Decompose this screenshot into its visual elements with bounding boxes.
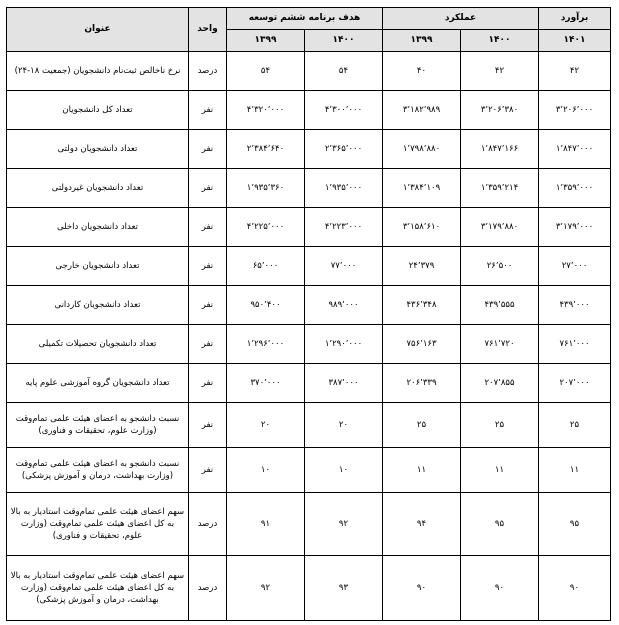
cell-performance-1399: ۹۴ [383,493,461,556]
cell-title: تعداد کل دانشجویان [6,91,188,130]
cell-unit: نفر [188,130,226,169]
cell-goal-1400: ۳۸۷٬۰۰۰ [305,364,383,403]
table-row [6,556,610,621]
table-row [6,448,610,493]
cell-unit: نفر [188,208,226,247]
cell-goal-1399: ۲٬۳۸۴٬۶۴۰ [226,130,304,169]
cell-estimate-1401: ۴۳۹٬۰۰۰ [539,286,611,325]
cell-performance-1400: ۴۲ [461,52,539,91]
table-row [6,403,610,448]
cell-unit: نفر [188,247,226,286]
cell-unit: نفر [188,403,226,448]
cell-goal-1399: ۴٬۲۲۵٬۰۰۰ [226,208,304,247]
cell-title: تعداد دانشجویان گروه آموزشی علوم پایه [6,364,188,403]
table-row [6,325,610,364]
table-row [6,169,610,208]
cell-performance-1399: ۹۰ [383,556,461,621]
cell-performance-1400: ۱٬۸۴۷٬۱۶۶ [461,130,539,169]
table-row [6,52,610,91]
table-row [6,208,610,247]
cell-estimate-1401: ۲۰۷٬۰۰۰ [539,364,611,403]
cell-estimate-1401: ۲۵ [539,403,611,448]
cell-performance-1399: ۴۰ [383,52,461,91]
header-title: عنوان [6,8,188,52]
cell-goal-1399: ۵۴ [226,52,304,91]
cell-performance-1399: ۲۴٬۳۷۹ [383,247,461,286]
cell-title: سهم اعضای هیئت علمی تمام‌وقت استادیار به بالا به کل اعضای هیئت علمی تمام‌وقت (وزارت بهداشت، درمان و آموزش پزشکی) [6,556,188,621]
header-group-sixth-plan-goal: هدف برنامه ششم توسعه [226,8,382,30]
cell-goal-1399: ۹۵۰٬۴۰۰ [226,286,304,325]
cell-goal-1399: ۹۲ [226,556,304,621]
header-group-performance: عملکرد [383,8,539,30]
cell-title: نسبت دانشجو به اعضای هیئت علمی تمام‌وقت (وزارت علوم، تحقیقات و فناوری) [6,403,188,448]
cell-unit: درصد [188,556,226,621]
cell-title: نسبت دانشجو به اعضای هیئت علمی تمام‌وقت (وزارت بهداشت، درمان و آموزش پزشکی) [6,448,188,493]
cell-unit: نفر [188,91,226,130]
cell-goal-1399: ۱۰ [226,448,304,493]
header-year-performance-1399: ۱۳۹۹ [383,30,461,52]
cell-unit: نفر [188,448,226,493]
cell-unit: درصد [188,52,226,91]
table-row [6,247,610,286]
cell-estimate-1401: ۱٬۳۵۹٬۰۰۰ [539,169,611,208]
cell-unit: نفر [188,364,226,403]
cell-unit: نفر [188,325,226,364]
table-row [6,91,610,130]
header-group-estimate: برآورد [539,8,611,30]
cell-goal-1400: ۱۰ [305,448,383,493]
cell-performance-1399: ۲۰۶٬۳۳۹ [383,364,461,403]
cell-performance-1400: ۱٬۳۵۹٬۲۱۴ [461,169,539,208]
cell-unit: درصد [188,493,226,556]
cell-title: تعداد دانشجویان غیردولتی [6,169,188,208]
header-unit: واحد [188,8,226,52]
cell-performance-1400: ۲۶٬۵۰۰ [461,247,539,286]
cell-goal-1400: ۹۳ [305,556,383,621]
cell-goal-1399: ۹۱ [226,493,304,556]
cell-title: تعداد دانشجویان خارجی [6,247,188,286]
table-row [6,493,610,556]
cell-goal-1400: ۷۷٬۰۰۰ [305,247,383,286]
cell-estimate-1401: ۲۷٬۰۰۰ [539,247,611,286]
cell-performance-1400: ۲۰۷٬۸۵۵ [461,364,539,403]
cell-estimate-1401: ۳٬۲۰۶٬۰۰۰ [539,91,611,130]
cell-unit: نفر [188,169,226,208]
cell-title: تعداد دانشجویان داخلی [6,208,188,247]
cell-estimate-1401: ۳٬۱۷۹٬۰۰۰ [539,208,611,247]
cell-goal-1399: ۱٬۲۹۶٬۰۰۰ [226,325,304,364]
cell-goal-1399: ۴٬۳۲۰٬۰۰۰ [226,91,304,130]
table-row [6,286,610,325]
cell-goal-1400: ۹۸۹٬۰۰۰ [305,286,383,325]
cell-performance-1400: ۹۰ [461,556,539,621]
cell-title: تعداد دانشجویان دولتی [6,130,188,169]
cell-performance-1400: ۴۳۹٬۵۵۵ [461,286,539,325]
table-row [6,364,610,403]
cell-performance-1399: ۱۱ [383,448,461,493]
cell-performance-1400: ۹۵ [461,493,539,556]
cell-estimate-1401: ۱۱ [539,448,611,493]
cell-goal-1400: ۱٬۹۳۵٬۰۰۰ [305,169,383,208]
cell-performance-1400: ۳٬۲۰۶٬۳۸۰ [461,91,539,130]
cell-title: تعداد دانشجویان تحصیلات تکمیلی [6,325,188,364]
cell-performance-1399: ۷۵۶٬۱۶۳ [383,325,461,364]
cell-estimate-1401: ۱٬۸۴۷٬۰۰۰ [539,130,611,169]
cell-performance-1399: ۳٬۱۸۲٬۹۸۹ [383,91,461,130]
cell-estimate-1401: ۹۵ [539,493,611,556]
higher-education-indicators-table [6,7,611,621]
cell-goal-1400: ۴٬۳۰۰٬۰۰۰ [305,91,383,130]
cell-performance-1399: ۱٬۳۸۴٬۱۰۹ [383,169,461,208]
header-year-performance-1400: ۱۴۰۰ [461,30,539,52]
cell-goal-1400: ۱٬۲۹۰٬۰۰۰ [305,325,383,364]
cell-performance-1399: ۱٬۷۹۸٬۸۸۰ [383,130,461,169]
cell-goal-1400: ۵۴ [305,52,383,91]
header-group-row [6,8,610,30]
cell-title: سهم اعضای هیئت علمی تمام‌وقت استادیار به بالا به کل اعضای هیئت علمی تمام‌وقت (وزارت علوم، تحقیقات و فناوری) [6,493,188,556]
cell-goal-1399: ۲۰ [226,403,304,448]
cell-estimate-1401: ۷۶۱٬۰۰۰ [539,325,611,364]
table-body [6,52,610,621]
cell-estimate-1401: ۹۰ [539,556,611,621]
cell-performance-1400: ۲۵ [461,403,539,448]
header-year-goal-1400: ۱۴۰۰ [305,30,383,52]
table-header [6,8,610,52]
cell-goal-1400: ۲۰ [305,403,383,448]
cell-performance-1400: ۳٬۱۷۹٬۸۸۰ [461,208,539,247]
cell-performance-1399: ۲۵ [383,403,461,448]
cell-goal-1400: ۹۲ [305,493,383,556]
cell-estimate-1401: ۴۲ [539,52,611,91]
header-year-goal-1399: ۱۳۹۹ [226,30,304,52]
table-row [6,130,610,169]
cell-performance-1400: ۷۶۱٬۷۲۰ [461,325,539,364]
cell-goal-1400: ۴٬۲۲۳٬۰۰۰ [305,208,383,247]
cell-unit: نفر [188,286,226,325]
cell-title: تعداد دانشجویان کاردانی [6,286,188,325]
cell-goal-1399: ۱٬۹۳۵٬۳۶۰ [226,169,304,208]
cell-performance-1399: ۳٬۱۵۸٬۶۱۰ [383,208,461,247]
cell-title: نرخ ناخالص ثبت‌نام دانشجویان (جمعیت ۱۸-۲۴) [6,52,188,91]
cell-performance-1399: ۴۳۶٬۳۴۸ [383,286,461,325]
cell-performance-1400: ۱۱ [461,448,539,493]
cell-goal-1400: ۲٬۳۶۵٬۰۰۰ [305,130,383,169]
cell-goal-1399: ۶۵٬۰۰۰ [226,247,304,286]
cell-goal-1399: ۳۷۰٬۰۰۰ [226,364,304,403]
header-year-estimate-1401: ۱۴۰۱ [539,30,611,52]
